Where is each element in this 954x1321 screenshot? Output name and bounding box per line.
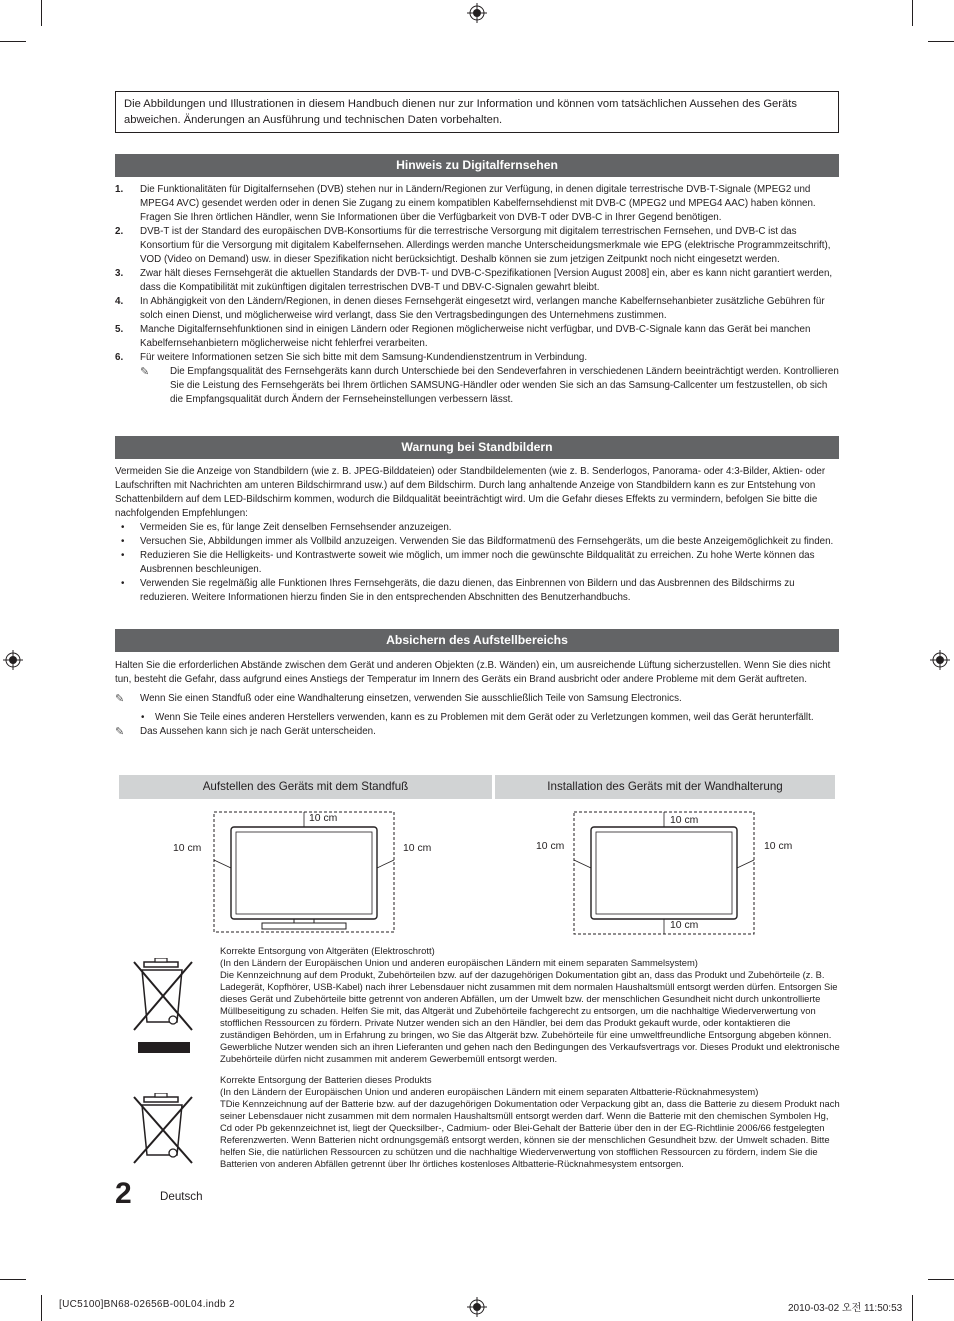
weee-bin-icon (130, 958, 196, 1054)
item-number: 6. (115, 352, 124, 363)
section-title-still-images: Warnung bei Standbildern (115, 436, 839, 459)
distance-label-top: 10 cm (309, 813, 338, 824)
bullet-icon: • (141, 712, 145, 723)
pencil-note-icon: ✎ (115, 726, 125, 738)
crop-mark (928, 41, 954, 42)
bullet-icon: • (121, 522, 125, 533)
list-item (115, 295, 839, 323)
item-number: 3. (115, 268, 124, 279)
disposal-text: Die Kennzeichnung auf dem Produkt, Zubehörteilen bzw. auf der dazugehörigen Dokumentation gibt an, dass das Produkt und Zubehörteile (z. B. Ladegerät, Kopfhörer, USB-Kabel) nach ihrer Lebensdauer nicht zusammen mit dem normalen Haushaltsmüll entsorgt werden dürfen. Entsorgen Sie dieses Gerät und Zubehörteile bitte getrennt von anderen Abfällen, um der Umwelt bzw. der menschlichen Gesundheit nicht durch unkontrollierte Müllbeseitigung zu schaden. Helfen Sie mit, das Altgerät und Zubehörteile fachgerecht zu entsorgen, um die nachhaltige Wiederverwertung von stofflichen Ressourcen zu fördern. Private Nutzer wenden sich an den Händler, bei dem das Produkt gekauft wurde, oder kontaktieren die zuständigen Behörden, um in Erfahrung zu bringen, wo Sie das Altgerät bzw. Zubehörteile für eine umweltfreundliche Entsorgung abgeben können. Gewerbliche Nutzer wenden sich an ihren Lieferanten und gehen nach den Bedingungen des Verkaufsvertrags vor. Dieses Produkt und elektronische Zubehörteile dürfen nicht zusammen mit anderem Gewerbemüll entsorgt werden. (220, 969, 840, 1064)
item-text: Zwar hält dieses Fernsehgerät die aktuellen Standards der DVB-T- und DVB-C-Spezifikationen [Version August 2008] ein, aber es kann nicht garantiert werden, dass die Kompatibilität mit zukünftigen digitalen terrestrischen DVB-T und DBV-C-Signalen gewahrt bleibt. (140, 268, 833, 293)
distance-label-left: 10 cm (536, 841, 565, 852)
note-text: Das Aussehen kann sich je nach Gerät unterscheiden. (140, 726, 376, 737)
section-title-installation: Absichern des Aufstellbereichs (115, 629, 839, 652)
registration-mark-icon (930, 650, 950, 670)
list-item (115, 549, 839, 577)
pencil-note-icon: ✎ (140, 366, 150, 378)
bullet-icon: • (121, 578, 125, 589)
notice-text: Die Abbildungen und Illustrationen in diesem Handbuch dienen nur zur Information und können vom tatsächlichen Aussehen des Geräts abweichen. Änderungen an Ausführung und technischen Daten vorbehalten. (124, 98, 797, 126)
disposal-subtitle: (In den Ländern der Europäischen Union und anderen europäischen Ländern mit einem separaten Altbatterie-Rücknahmesystem) (220, 1086, 759, 1097)
disposal-text: TDie Kennzeichnung auf der Batterie bzw. auf der dazugehörigen Dokumentation oder Verpackung gibt an, dass die Batterie zu diesem Produkt nach seiner Lebensdauer nicht zusammen mit dem normalen Haushaltsmüll entsorgt werden darf. Wenn die Batterie mit den chemischen Symbolen Hg, Cd oder Pb gekennzeichnet ist, liegt der Quecksilber-, Cadmium- oder Blei-Gehalt der Batterie über den in der EG-Richtlinie 2006/66 festgelegten Referenzwerten. Wenn Batterien nicht ordnungsgemäß entsorgt werden, können sie der menschlichen Gesundheit bzw. der Umwelt schaden. Bitte helfen Sie, die natürlichen Ressourcen zu schützen und die nachhaltige Wiederverwertung von stofflichen Ressourcen zu fördern, indem Sie die Batterien von anderen Abfällen getrennt über Ihr örtliches kostenloses Altbatterie-Rücknahmesystem entsorgen. (220, 1098, 840, 1169)
registration-mark-icon (467, 1297, 487, 1317)
list-item (115, 225, 839, 267)
item-text: Versuchen Sie, Abbildungen immer als Vollbild anzuzeigen. Verwenden Sie das Bildformatmenü des Fernsehgeräts, um die beste Anzeigemöglichkeit zu finden. (140, 536, 834, 547)
item-number: 2. (115, 226, 124, 237)
column-header-wall: Installation des Geräts mit der Wandhalterung (495, 775, 835, 799)
item-text: Manche Digitalfernsehfunktionen sind in einigen Ländern oder Regionen möglicherweise nicht verfügbar, und DVB-C-Signale kann das Gerät bei manchen Kabelfernsehanbietern möglicherweise nicht fehlerfrei verarbeiten. (140, 324, 811, 349)
page-number: 2 (115, 1177, 132, 1210)
list-item (115, 351, 839, 365)
wall-mount-diagram (530, 808, 800, 938)
footer-file-info: [UC5100]BN68-02656B-00L04.indb 2 (59, 1299, 235, 1310)
item-number: 1. (115, 184, 124, 195)
list-item (115, 323, 839, 351)
distance-label-right: 10 cm (403, 843, 432, 854)
crop-mark (912, 1295, 913, 1321)
note (115, 365, 839, 407)
column-header-stand: Aufstellen des Geräts mit dem Standfuß (119, 775, 492, 799)
digital-list (115, 183, 839, 407)
crop-mark (41, 0, 42, 26)
sub-bullet (115, 711, 839, 725)
still-intro: Vermeiden Sie die Anzeige von Standbildern (wie z. B. JPEG-Bilddateien) oder Standbildelementen (wie z. B. Senderlogos, Panorama- oder 4:3-Bilder, Aktien- oder Laufschriften mit Nachrichten am unteren Bildschirmrand usw.) auf dem Bildschirm. Durch lang anhaltende Anzeige von Standbildern kann es zur Entstehung von Schattenbildern auf dem LED-Bildschirm kommen, wodurch die Bildqualität beeinträchtigt wird. Um die Gefahr dieses Effekts zu vermindern, befolgen Sie bitte die nachfolgenden Empfehlungen: (115, 466, 826, 519)
item-number: 5. (115, 324, 124, 335)
item-text: DVB-T ist der Standard des europäischen DVB-Konsortiums für die terrestrische Versorgung mit digitalem terrestrischen Fernsehen, und DVB-C ist das Konsortium für die Versorgung mit digitalem Kabelfernsehen. Allerdings werden manche Unterscheidungsmerkmale wie EPG (elektrische Programmzeitschrift), VOD (Video on Demand) usw. in dieser Spezifikation nicht berücksichtigt. Deshalb können sie zum jetzigen Zeitpunkt noch nicht eingesetzt werden. (140, 226, 831, 265)
footer-datetime: 2010-03-02 오전 11:50:53 (788, 1303, 903, 1314)
list-item (115, 521, 839, 535)
distance-label-bottom: 10 cm (670, 920, 699, 931)
footer-language: Deutsch (160, 1190, 203, 1203)
bullet-icon: • (121, 550, 125, 561)
item-text: Reduzieren Sie die Helligkeits- und Kontrastwerte soweit wie möglich, um immer noch die gewünschte Bildqualität zu erreichen. Zu hohe Werte können das Ausbrennen beschleunigen. (140, 550, 815, 575)
item-text: Verwenden Sie regelmäßig alle Funktionen Ihres Fernsehgeräts, die dazu dienen, das Einbrennen von Bildern und das Ausbrennen des Bildschirms zu reduzieren. Weitere Informationen hierzu finden Sie in den entsprechenden Abschnitten des Benutzerhandbuchs. (140, 578, 795, 603)
note (115, 692, 839, 706)
still-images-content (115, 465, 839, 605)
disposal-title: Korrekte Entsorgung der Batterien dieses Produkts (220, 1074, 432, 1085)
distance-label-right: 10 cm (764, 841, 793, 852)
note (115, 725, 839, 739)
disposal-weee (220, 945, 840, 1065)
item-text: In Abhängigkeit von den Ländern/Regionen, in denen dieses Fernsehgerät eingesetzt wird, verlangen manche Kabelfernsehanbieter zusätzliche Gebühren für solch einen Dienst, und möglicherweise wird verlangt, dass Sie den Vertragsbedingungen des Unternehmens zustimmen. (140, 296, 825, 321)
disposal-title: Korrekte Entsorgung von Altgeräten (Elektroschrott) (220, 945, 435, 956)
distance-label-top: 10 cm (670, 815, 699, 826)
registration-mark-icon (467, 3, 487, 23)
still-bullets (115, 521, 839, 605)
note-text: Wenn Sie einen Standfuß oder eine Wandhalterung einsetzen, verwenden Sie ausschließlich Teile von Samsung Electronics. (140, 693, 682, 704)
crop-mark (0, 41, 26, 42)
item-text: Vermeiden Sie es, für lange Zeit denselben Fernsehsender anzuzeigen. (140, 522, 452, 533)
pencil-note-icon: ✎ (115, 693, 125, 705)
item-text: Für weitere Informationen setzen Sie sich bitte mit dem Samsung-Kundendienstzentrum in Verbindung. (140, 352, 588, 363)
registration-mark-icon (3, 650, 23, 670)
list-item (115, 535, 839, 549)
crop-mark (41, 1295, 42, 1321)
crop-mark (0, 1279, 26, 1280)
crop-mark (912, 0, 913, 26)
list-item (115, 267, 839, 295)
battery-bin-icon (130, 1093, 196, 1165)
item-text: Wenn Sie Teile eines anderen Herstellers verwenden, kann es zu Problemen mit dem Gerät oder zu Verletzungen kommen, weil das Gerät herunterfällt. (155, 712, 814, 723)
item-number: 4. (115, 296, 124, 307)
disposal-battery (220, 1074, 840, 1170)
bullet-icon: • (121, 536, 125, 547)
note-text: Die Empfangsqualität des Fernsehgeräts kann durch Unterschiede bei den Sendeverfahren in verschiedenen Ländern beeinträchtigt werden. Kontrollieren Sie die Leistung des Fernsehgeräts bei Ihrem örtlichen SAMSUNG-Händler oder wenden Sie sich an das Samsung-Callcenter um festzustellen, ob sich die Empfangsqualität durch Ändern der Fernseheinstellungen verbessern lässt. (170, 366, 839, 405)
list-item (115, 183, 839, 225)
stand-diagram (170, 808, 440, 938)
section-title-digital: Hinweis zu Digitalfernsehen (115, 154, 839, 177)
install-intro: Halten Sie die erforderlichen Abstände zwischen dem Gerät und anderen Objekten (z.B. Wänden) ein, um ausreichende Lüftung sicherzustellen. Wenn Sie dies nicht tun, besteht die Gefahr, dass aufgrund eines Anstiegs der Temperatur im Innern des Geräts ein Brand ausbricht oder andere Probleme mit dem Gerät auftreten. (115, 660, 831, 685)
installation-content (115, 659, 839, 739)
notice-box (115, 91, 839, 133)
crop-mark (928, 1279, 954, 1280)
disposal-subtitle: (In den Ländern der Europäischen Union und anderen europäischen Ländern mit einem separaten Sammelsystem) (220, 957, 698, 968)
item-text: Die Funktionalitäten für Digitalfernsehen (DVB) stehen nur in Ländern/Regionen zur Verfügung, in denen digitale terrestrische DVB-T-Signale (MPEG2 und MPEG4 AVC) gesendet werden oder in denen Sie Zugang zu einem kompatiblen Kabelfernsehdienst mit DVB-C (MPEG2 und MPEG4 AAC) haben können. Fragen Sie Ihren örtlichen Händler, wenn Sie Informationen über die Verfügbarkeit von DVB-T oder DVB-C in Ihrer Gegend benötigen. (140, 184, 816, 223)
distance-label-left: 10 cm (173, 843, 202, 854)
list-item (115, 577, 839, 605)
